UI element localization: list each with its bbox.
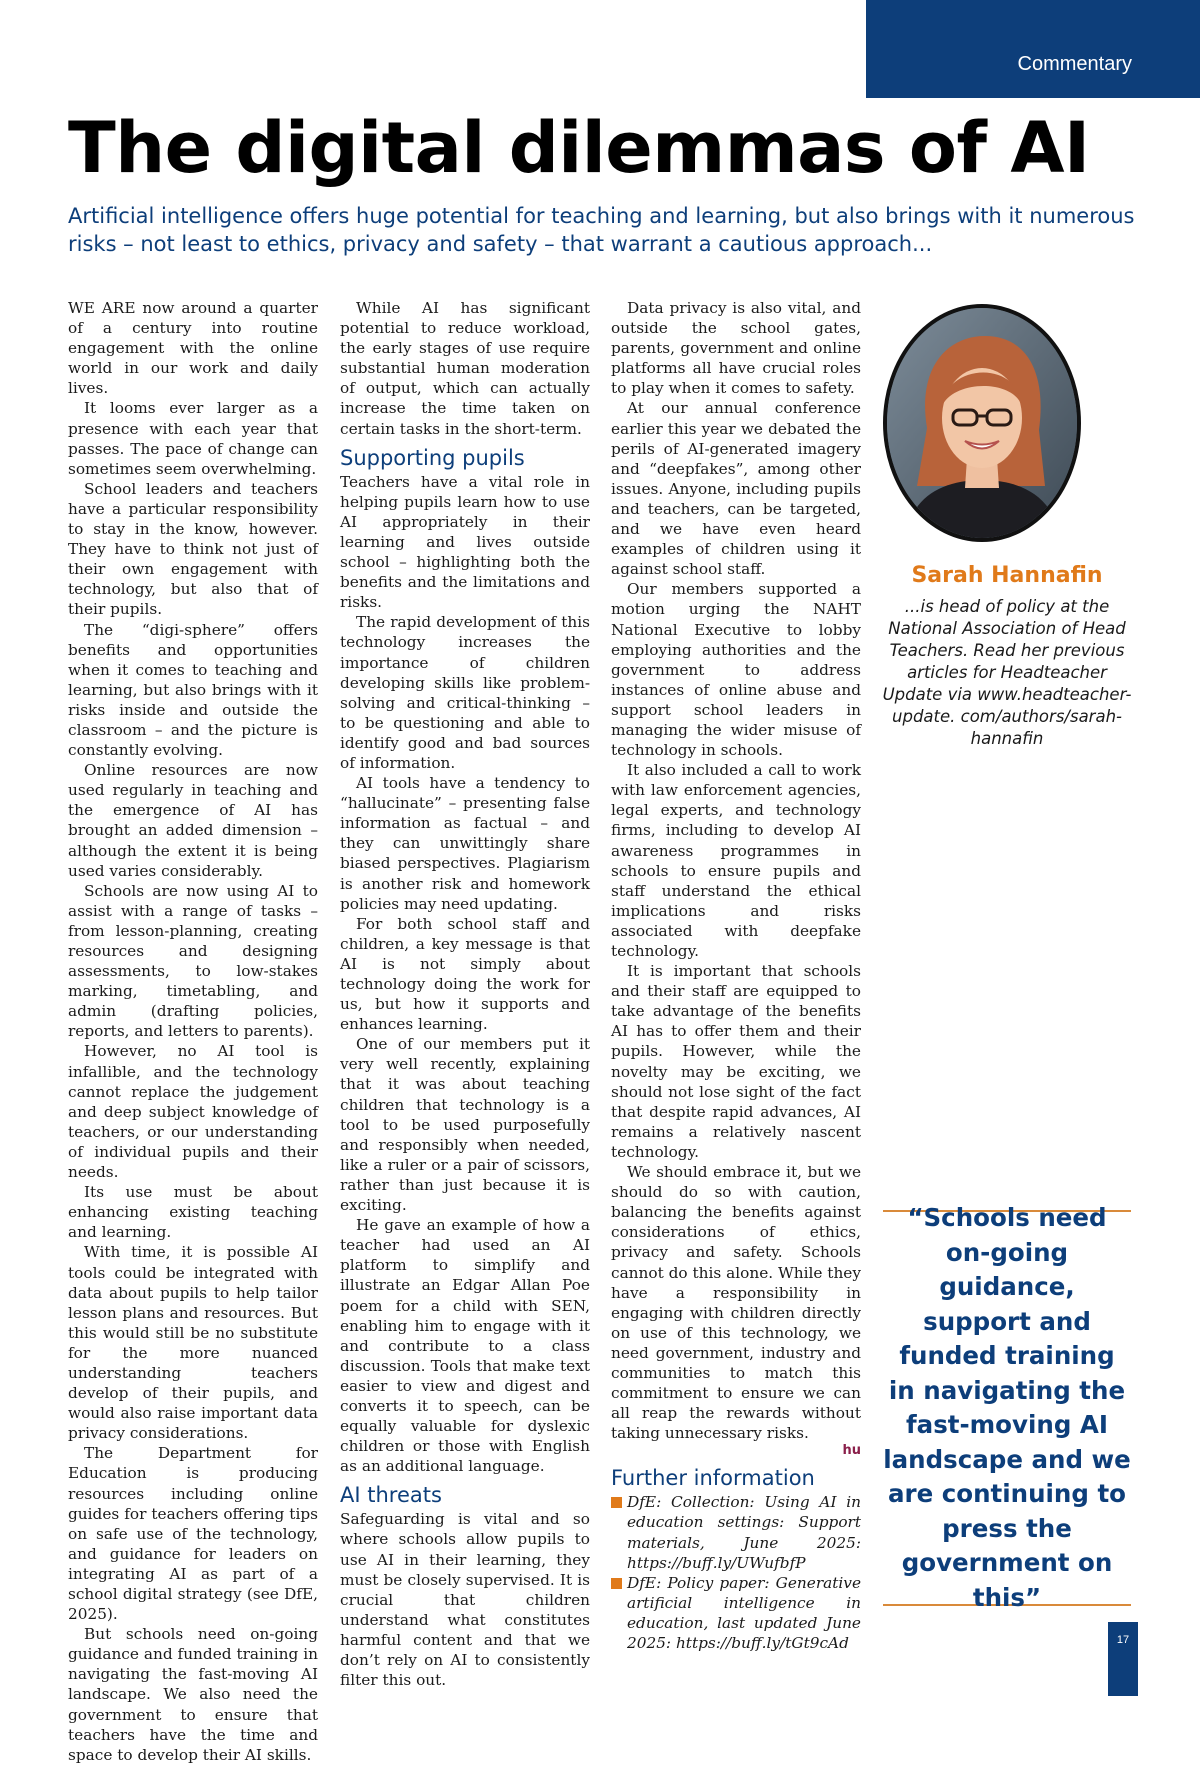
body-paragraph: Schools are now using AI to assist with a range of tasks – from lesson-planning, creating resources and designing assessments, to low-stakes marking, timetabling, and admin (drafting policies, reports, and letters to parents). (68, 881, 318, 1041)
body-paragraph: One of our members put it very well recently, explaining that it was about teaching children that technology is a tool to be used purposefully and responsibly when needed, like a ruler or a pair of scissors, rather than just because it is exciting. (340, 1035, 590, 1215)
pull-quote (883, 1203, 1131, 1612)
body-paragraph: Our members supported a motion urging the NAHT National Executive to lobby employing authorities and the government to address instances of online abuse and support school leaders in managing the wider misuse of technology in schools. (611, 580, 861, 760)
reference-text: DfE: Policy paper: Generative artificial intelligence in education, last updated June 2025: https://buff.ly/tGt9cAd (627, 1573, 861, 1652)
body-paragraph: But schools need on-going guidance and funded training in navigating the fast-moving AI landscape. We also need the government to ensure that teachers have the time and space to develop their AI skills. (68, 1625, 318, 1764)
author-bio: ...is head of policy at the National Association of Head Teachers. Read her previous articles for Headteacher Update via www.headteacher-update. com/authors/sarah-hannafin (882, 597, 1132, 748)
body-paragraph: The Department for Education is producing resources including online guides for teachers offering tips on safe use of the technology, and guidance for leaders on integrating AI as part of a school digital strategy (see DfE, 2025). (68, 1444, 318, 1624)
body-paragraph: Teachers have a vital role in helping pupils learn how to use AI appropriately in their learning and lives outside school – highlighting both the benefits and the limitations and risks. (340, 472, 590, 612)
subheading-supporting-pupils: Supporting pupils (340, 445, 525, 470)
article-column-1 (68, 298, 318, 1765)
subheading-further-information: Further information (611, 1466, 815, 1491)
body-paragraph: Data privacy is also vital, and outside the school gates, parents, government and online platforms all have crucial roles to play when it comes to safety. (611, 299, 861, 398)
body-paragraph: The “digi-sphere” offers benefits and opportunities when it comes to teaching and learning, but also brings with it risks inside and outside the classroom – and the picture is constantly evolving. (68, 620, 318, 760)
square-bullet-icon (611, 1497, 622, 1508)
body-paragraph: With time, it is possible AI tools could be integrated with data about pupils to help tailor lesson plans and resources. But this would still be no substitute for the more nuanced understanding teachers develop of their pupils, and would also raise important data privacy considerations. (68, 1243, 318, 1443)
body-paragraph: Online resources are now used regularly in teaching and the emergence of AI has brought an added dimension – although the extent it is being used varies considerably. (68, 761, 318, 880)
body-paragraph: WE ARE now around a quarter of a century into routine engagement with the online world in our work and daily lives. (68, 299, 318, 398)
pull-quote-text: “Schools need on-going guidance, support and funded training in navigating the fast-moving AI landscape and we are continuing to press the government on this” (883, 1203, 1131, 1612)
body-paragraph: It looms ever larger as a presence with each year that passes. The pace of change can sometimes seem overwhelming. (68, 399, 318, 478)
body-paragraph: He gave an example of how a teacher had used an AI platform to simplify and illustrate an Edgar Allan Poe poem for a child with SEN, enabling him to engage with it and contribute to a class discussion. Tools that make text easier to view and digest and converts it to speech, can be equally valuable for dyslexic children or those with English as an additional language. (340, 1216, 590, 1476)
list-item (611, 1492, 861, 1572)
end-mark: hu (842, 1443, 861, 1459)
article-title: The digital dilemmas of AI (68, 107, 1090, 189)
square-bullet-icon (611, 1578, 622, 1589)
author-name: Sarah Hannafin (911, 563, 1103, 588)
body-paragraph: School leaders and teachers have a particular responsibility to stay in the know, however. They have to think not just of their own engagement with technology, but also that of their pupils. (68, 479, 318, 619)
body-paragraph: It is important that schools and their staff are equipped to take advantage of the benefits AI has to offer them and their pupils. However, while the novelty may be exciting, we should not lose sight of the fact that despite rapid advances, AI remains a relatively nascent technology. (611, 962, 861, 1161)
body-paragraph: The rapid development of this technology increases the importance of children developing skills like problem-solving and critical-thinking – to be questioning and able to identify good and bad sources of information. (340, 613, 590, 772)
further-information-list (611, 1492, 861, 1653)
article-column-3 (611, 298, 861, 1653)
body-paragraph: We should embrace it, but we should do so with caution, balancing the benefits against considerations of ethics, privacy and safety. Schools cannot do this alone. While they have a responsibility in engaging with children directly on use of this technology, we need government, industry and communities to match this commitment to ensure we can all reap the rewards without taking unnecessary risks. (611, 1163, 861, 1443)
section-label: Commentary (866, 0, 1200, 98)
page-number: 17 (1108, 1622, 1138, 1696)
author-photo (883, 304, 1081, 542)
body-paragraph: Safeguarding is vital and so where schools allow pupils to use AI in their learning, they must be closely supervised. It is crucial that children understand what constitutes harmful content and that we don’t rely on AI to consistently filter this out. (340, 1510, 590, 1690)
body-paragraph: At our annual conference earlier this year we debated the perils of AI-generated imagery and “deepfakes”, among other issues. Anyone, including pupils and teachers, can be targeted, and we have even heard examples of children using it against school staff. (611, 399, 861, 579)
body-paragraph: For both school staff and children, a key message is that AI is not simply about technology doing the work for us, but how it supports and enhances learning. (340, 914, 590, 1034)
subheading-ai-threats: AI threats (340, 1483, 442, 1508)
body-paragraph: However, no AI tool is infallible, and the technology cannot replace the judgement and deep subject knowledge of teachers, or our understanding of individual pupils and their needs. (68, 1042, 318, 1182)
list-item (611, 1573, 861, 1653)
article-column-2 (340, 298, 590, 1690)
body-paragraph: It also included a call to work with law enforcement agencies, legal experts, and technology firms, including to develop AI awareness programmes in schools to ensure pupils and staff understand the ethical implications and risks associated with deepfake technology. (611, 761, 861, 960)
body-paragraph: Its use must be about enhancing existing teaching and learning. (68, 1183, 318, 1242)
article-standfirst: Artificial intelligence offers huge potential for teaching and learning, but also brings with it numerous risks – not least to ethics, privacy and safety – that warrant a cautious approach... (68, 204, 1135, 256)
body-paragraph: AI tools have a tendency to “hallucinate” – presenting false information as factual – and they can unwittingly share biased perspectives. Plagiarism is another risk and homework policies may need updating. (340, 774, 590, 913)
body-paragraph: While AI has significant potential to reduce workload, the early stages of use require substantial human moderation of output, which can actually increase the time taken on certain tasks in the short-term. (340, 299, 590, 438)
reference-text: DfE: Collection: Using AI in education settings: Support materials, June 2025: https://buff.ly/UWufbfP (627, 1493, 861, 1572)
